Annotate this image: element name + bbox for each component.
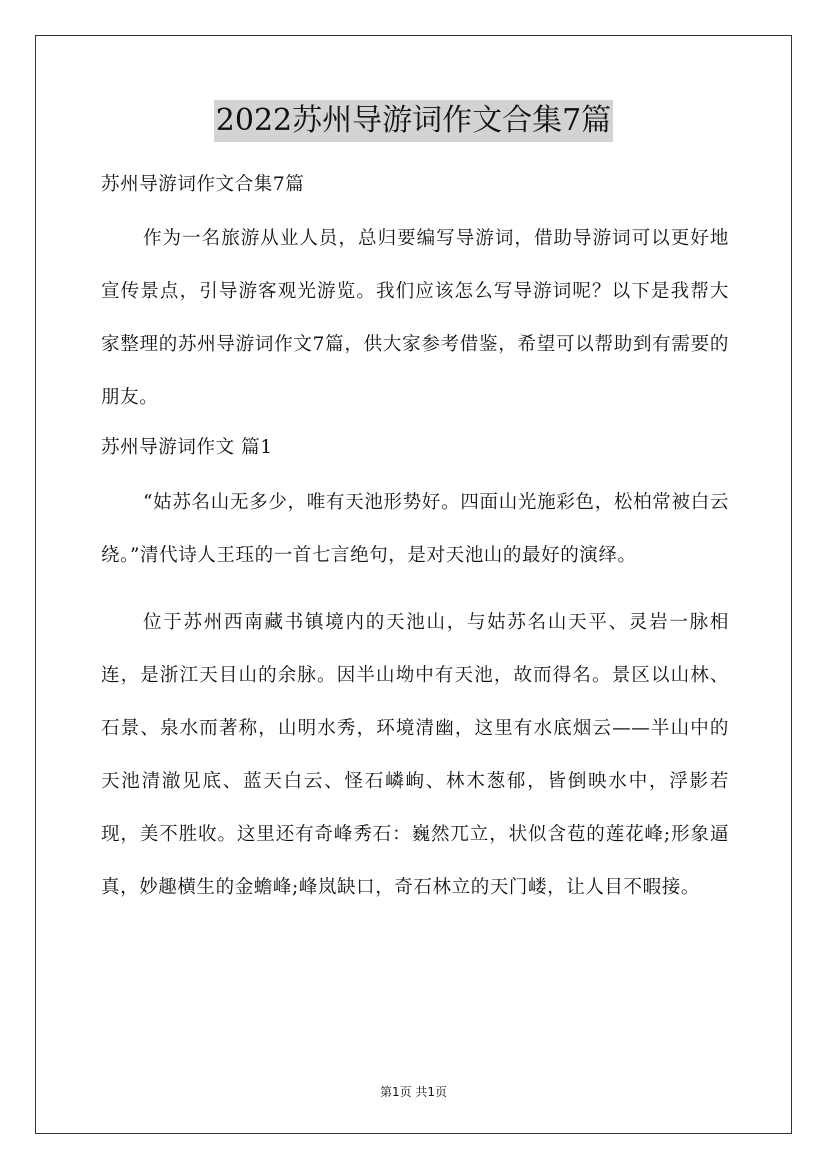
body-paragraph-1: “姑苏名山无多少，唯有天池形势好。四面山光施彩色，松柏常被白云绕。”清代诗人王珏的一首七言绝句，是对天池山的最好的演绎。 bbox=[101, 492, 729, 566]
document-title: 2022苏州导游词作文合集7篇 bbox=[214, 100, 613, 142]
document-subtitle: 苏州导游词作文合集7篇 bbox=[101, 174, 305, 195]
document-body bbox=[101, 170, 729, 914]
intro-paragraph: 作为一名旅游从业人员，总归要编写导游词，借助导游词可以更好地宣传景点，引导游客观光游览。我们应该怎么写导游词呢？以下是我帮大家整理的苏州导游词作文7篇，供大家参考借鉴，希望可以帮助到有需要的朋友。 bbox=[101, 228, 729, 408]
page-footer: 第1页 共1页 bbox=[379, 1085, 448, 1099]
section-heading: 苏州导游词作文 篇1 bbox=[101, 437, 273, 458]
title-container bbox=[0, 100, 827, 142]
body-paragraph-2: 位于苏州西南藏书镇境内的天池山，与姑苏名山天平、灵岩一脉相连，是浙江天目山的余脉。因半山坳中有天池，故而得名。景区以山林、石景、泉水而著称，山明水秀，环境清幽，这里有水底烟云——半山中的天池清澈见底、蓝天白云、怪石嶙峋、林木葱郁，皆倒映水中，浮影若现，美不胜收。这里还有奇峰秀石：巍然兀立，状似含苞的莲花峰;形象逼真，妙趣横生的金蟾峰;峰岚缺口，奇石林立的天门嵝，让人目不暇接。 bbox=[101, 612, 729, 898]
